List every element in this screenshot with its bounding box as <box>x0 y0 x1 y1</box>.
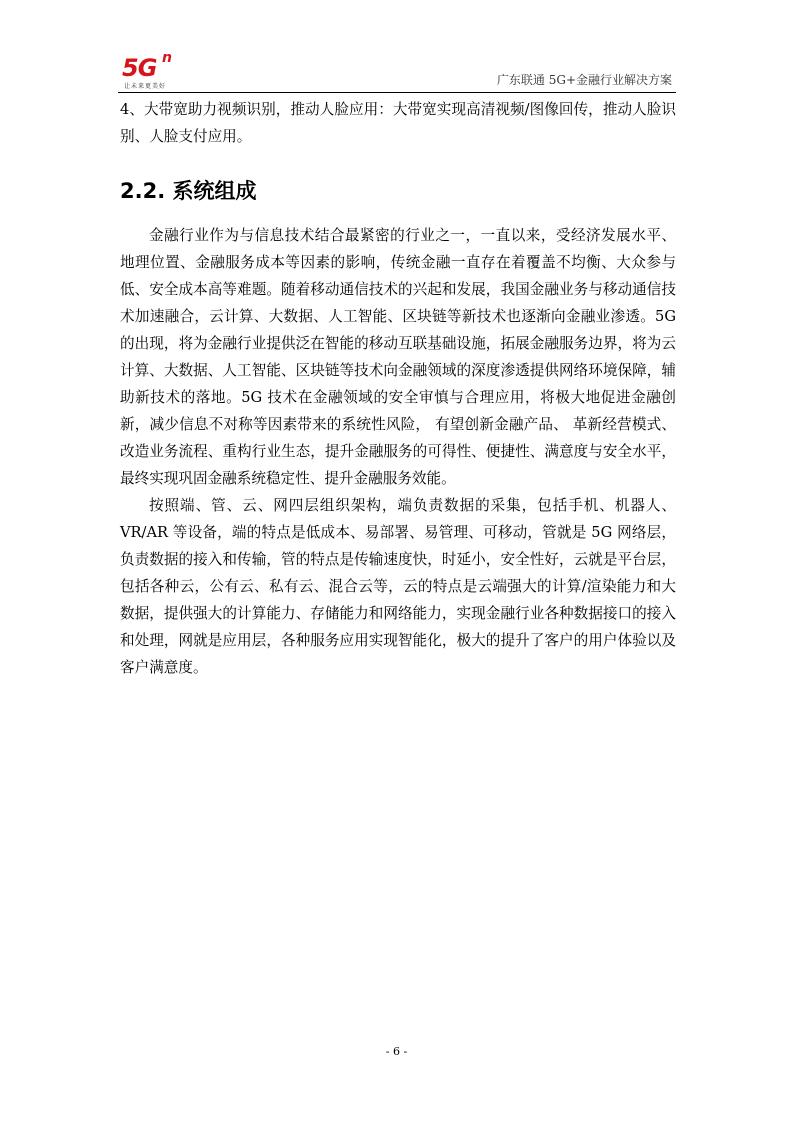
5g-logo <box>122 50 182 90</box>
page-content <box>120 96 676 681</box>
logo-main-text: 5G <box>122 54 157 82</box>
page-header <box>118 52 676 93</box>
list-item-4: 4、大带宽助力视频识别，推动人脸应用：大带宽实现高清视频/图像回传，推动人脸识别、人脸支付应用。 <box>120 101 676 145</box>
page-number: - 6 - <box>385 1045 408 1058</box>
logo-slogan: 让未来更美好 <box>124 83 167 90</box>
logo-superscript: n <box>162 50 172 66</box>
body-paragraph: 金融行业作为与信息技术结合最紧密的行业之一，一直以来，受经济发展水平、 地理位置、金融服务成本等因素的影响，传统金融一直存在着覆盖不均衡、大众参与低、安全成本高等难题。随着移动通信技术的兴起和发展，我国金融业务与移动通信技术加速融合，云计算、大数据、人工智能、区块链等新技术也逐渐向金融业渗透。5G 的出现，将为金融行业提供泛在智能的移动互联基础设施，拓展金融服务边界，将为云计算、大数据、人工智能、区块链等技术向金融领域的深度渗透提供网络环境保障，辅助新技术的落地。5G 技术在金融领域的安全审慎与合理应用，将极大地促进金融创新，减少信息不对称等因素带来的系统性风险， 有望创新金融产品、 革新经营模式、改造业务流程、重构行业生态，提升金融服务的可得性、便捷性、满意度与安全水平， 最终实现巩固金融系统稳定性、提升金融服务效能。 <box>120 227 676 487</box>
body-paragraph: 按照端、管、云、网四层组织架构，端负责数据的采集，包括手机、机器人、VR/AR 等设备，端的特点是低成本、易部署、易管理、可移动，管就是 5G 网络层，负责数据的接入和传输，管的特点是传输速度快，时延小，安全性好，云就是平台层，包括各种云，公有云、私有云、混合云等，云的特点是云端强大的计算/渲染能力和大数据，提供强大的计算能力、存储能力和网络能力，实现金融行业各种数据接口的接入和处理，网就是应用层，各种服务应用实现智能化，极大的提升了客户的用户体验以及客户满意度。 <box>120 497 676 676</box>
header-title: 广东联通 5G+金融行业解决方案 <box>496 73 672 87</box>
section-heading: 2.2. 系统组成 <box>120 179 257 203</box>
